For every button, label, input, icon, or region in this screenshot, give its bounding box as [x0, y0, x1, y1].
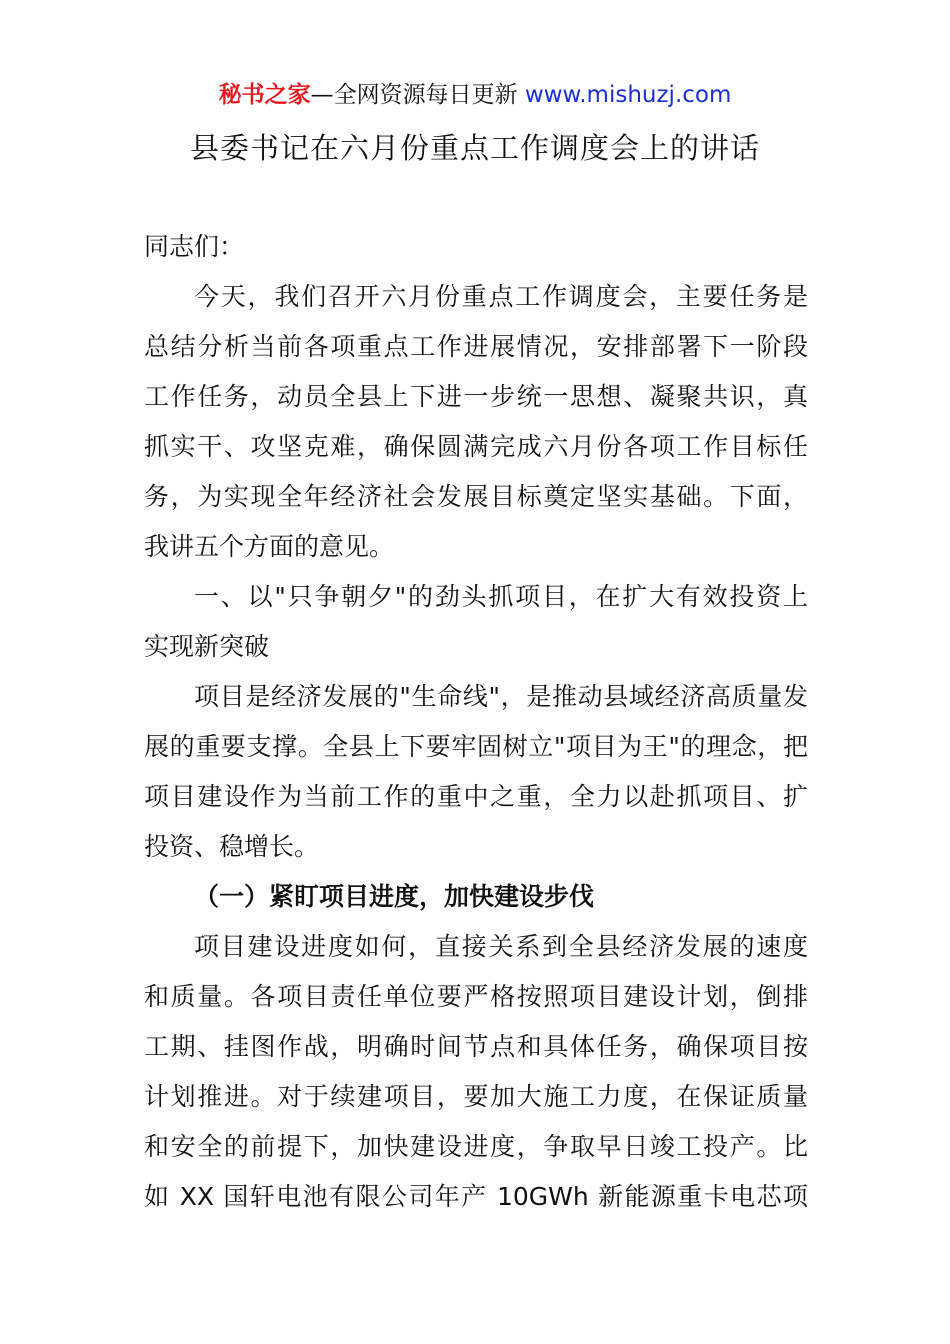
body-line: 展的重要支撑。全县上下要牢固树立"项目为王"的理念，把	[144, 732, 808, 761]
body-line: 总结分析当前各项重点工作进展情况，安排部署下一阶段	[144, 332, 808, 361]
body-line: 和安全的前提下，加快建设进度，争取早日竣工投产。比	[144, 1132, 808, 1161]
body-line: 投资、稳增长。	[144, 832, 320, 861]
body-line: 项目建设作为当前工作的重中之重，全力以赴抓项目、扩	[144, 782, 808, 811]
body-line: 和质量。各项目责任单位要严格按照项目建设计划，倒排	[144, 982, 808, 1011]
body-line: 如 XX 国轩电池有限公司年产 10GWh 新能源重卡电芯项	[144, 1182, 808, 1211]
body-line: 工作任务，动员全县上下进一步统一思想、凝聚共识，真	[144, 382, 808, 411]
site-tagline: —全网资源每日更新	[310, 82, 518, 108]
site-header	[0, 78, 950, 112]
salutation: 同志们：	[144, 232, 245, 261]
section-heading: 一、以"只争朝夕"的劲头抓项目，在扩大有效投资上	[194, 582, 808, 611]
body-line: 我讲五个方面的意见。	[144, 532, 395, 561]
site-url-link[interactable]: www.mishuzj.com	[524, 82, 732, 108]
body-line: 今天，我们召开六月份重点工作调度会，主要任务是	[194, 282, 808, 311]
body-line: 务，为实现全年经济社会发展目标奠定坚实基础。下面，	[144, 482, 808, 511]
section-heading: 实现新突破	[144, 632, 270, 661]
body-line: 抓实干、攻坚克难，确保圆满完成六月份各项工作目标任	[144, 432, 808, 461]
body-line: 项目建设进度如何，直接关系到全县经济发展的速度	[194, 932, 808, 961]
body-line: 工期、挂图作战，明确时间节点和具体任务，确保项目按	[144, 1032, 808, 1061]
document-body	[144, 222, 808, 1222]
document-title: 县委书记在六月份重点工作调度会上的讲话	[189, 131, 760, 165]
subsection-heading: （一）紧盯项目进度，加快建设步伐	[194, 882, 595, 911]
body-line: 项目是经济发展的"生命线"，是推动县域经济高质量发	[194, 682, 808, 711]
site-brand: 秘书之家	[218, 82, 311, 108]
body-line: 计划推进。对于续建项目，要加大施工力度，在保证质量	[144, 1082, 808, 1111]
